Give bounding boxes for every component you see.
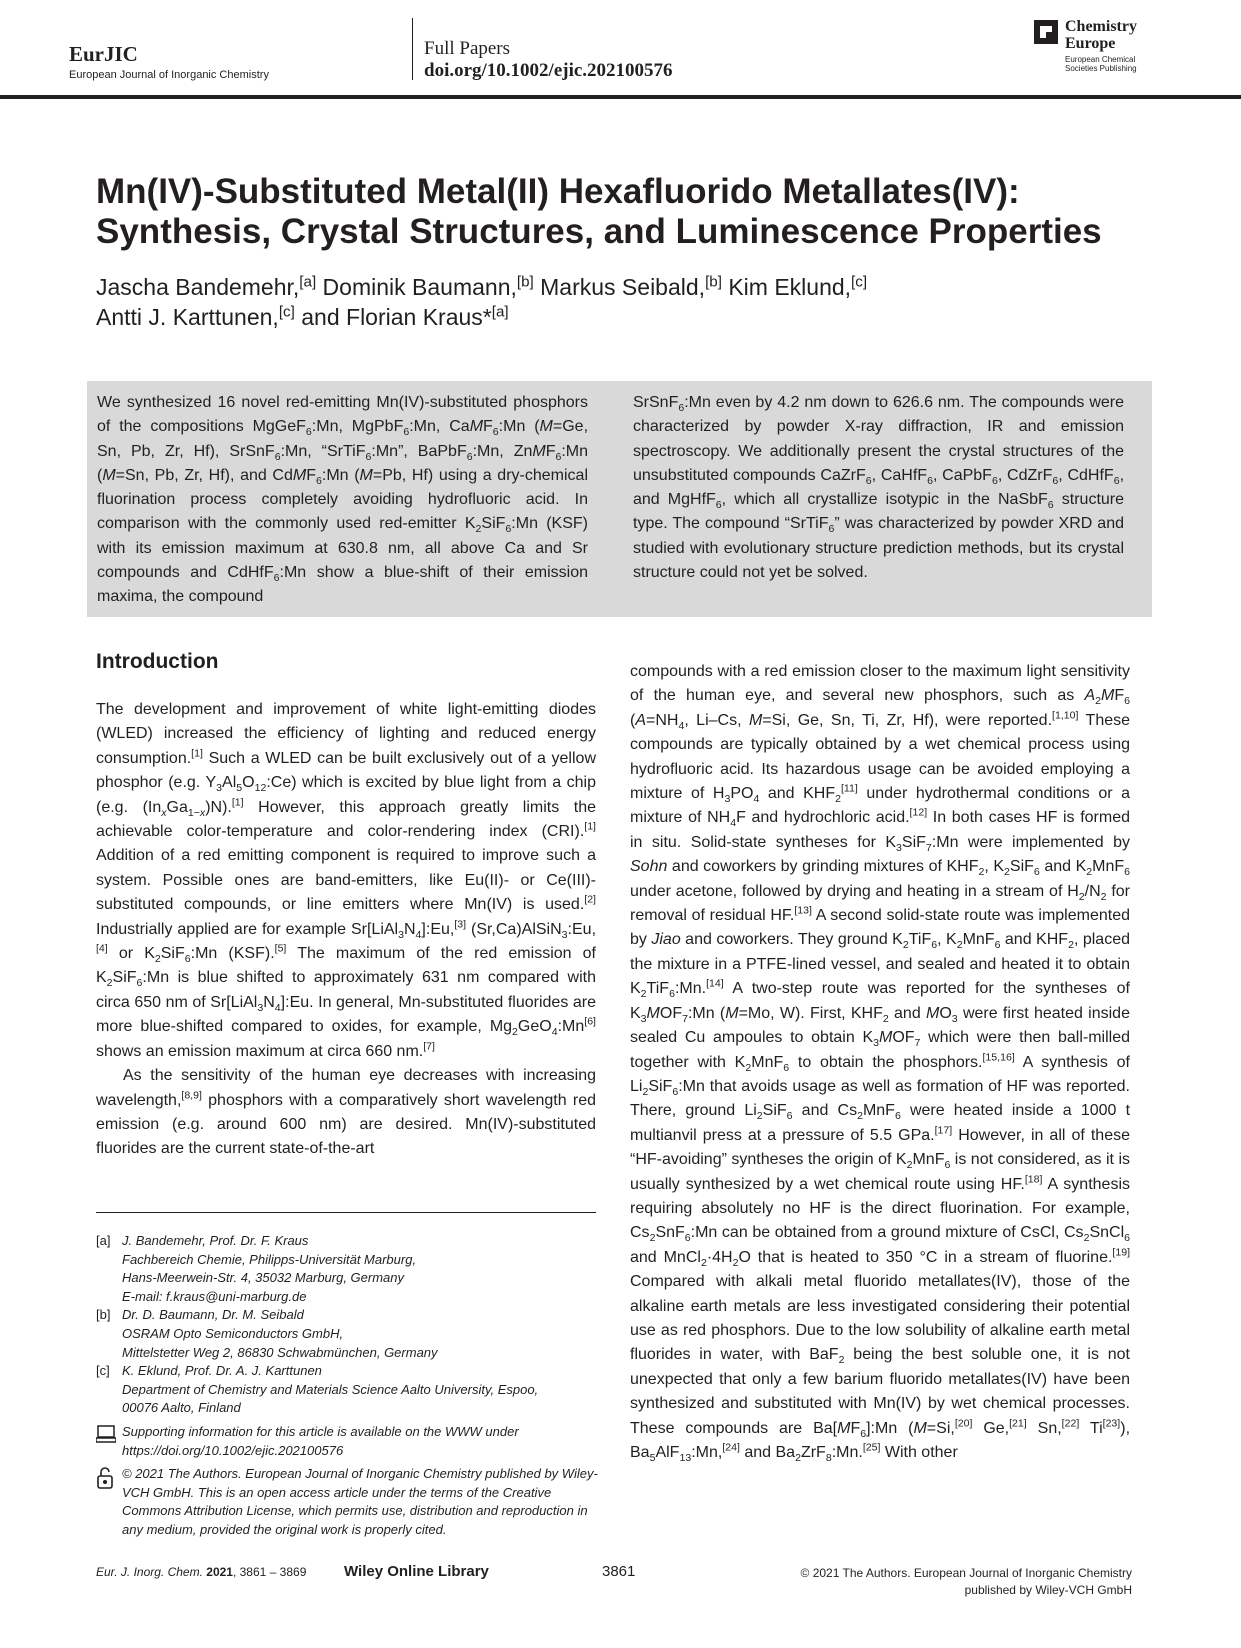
publisher-logo-icon <box>1034 20 1058 44</box>
body-right-column <box>630 660 1130 1465</box>
abstract-right-column: SrSnF$_6$:Mn even by 4.2 nm down to 626.6 nm. The compounds were characterized by powder X-ray diffraction, IR and emission spectroscopy. We additionally present the crystal structures of the unsubstituted compounds CaZrF$_6$, CaHfF$_6$, CaPbF$_6$, CdZrF$_6$, CdHfF$_6$, and MgHfF$_6$, which all crystallize isotypic in the NaSbF$_6$ structure type. The compound “SrTiF$_6$” was characterized by powder XRD and studied with evolutionary structure prediction methods, but its crystal structure could not yet be solved. <box>633 394 1125 582</box>
license-note: © 2021 The Authors. European Journal of Inorganic Chemistry published by Wiley-VCH GmbH. This is an open access article under the terms of the Creative Commons Attribution License, which permits use, distribution and reproduction in any medium, provided the original work is properly cited. <box>96 1465 606 1539</box>
page-footer <box>0 1565 1241 1605</box>
header-rule <box>0 95 1241 99</box>
abstract-left-column: We synthesized 16 novel red-emitting Mn(IV)-substituted phosphors of the compositions MgGeF$_6$:Mn, MgPbF$_6$:Mn, CaMF$_6$:Mn (M=Ge, Sn, Pb, Zr, Hf), SrSnF$_6$:Mn, “SrTiF$_6$:Mn”, BaPbF$_6$:Mn, ZnMF$_6$:Mn (M=Sn, Pb, Zr, Hf), and CdMF$_6$:Mn (M=Pb, Hf) using a dry-chemical fluorination process completely avoiding hydrofluoric acid. In comparison with the commonly used red-emitter $K_2SiF_6:Mn$ (KSF) with its emission maximum at 630.8 nm, all above Ca and Sr compounds and CdHfF$_6$:Mn show a blue-shift of their emission maxima, the compound <box>97 394 589 606</box>
journal-abbreviation: EurJIC <box>69 42 138 66</box>
citation: Eur. J. Inorg. Chem. 2021, 3861 – 3869 <box>96 1565 307 1579</box>
publisher-subtitle: European Chemical Societies Publishing <box>1065 55 1137 73</box>
abstract-box <box>87 381 1152 617</box>
footnote-rule <box>96 1212 596 1213</box>
paragraph: As the sensitivity of the human eye decreases with increasing wavelength,[8,9] phosphors with a comparatively short wavelength red emission (e.g. around 600 nm) are desired. Mn(IV)-substituted fluorides are the current state-of-the-art <box>96 1067 596 1158</box>
paragraph: The development and improvement of white light-emitting diodes (WLED) increased the efficiency of lighting and reduced energy consumption.[1] Such a WLED can be built exclusively out of a yellow phosphor (e.g. $Y_3Al_5O_{12}:Ce$) which is excited by blue light from a chip (e.g. $(In_xGa_{1-x})N).[1]$ However, this approach greatly limits the achievable color-temperature and color-rendering index (CRI).[1] Addition of a red emitting component is required to improve such a system. Possible ones are band-emitters, like Eu(II)- or Ce(III)-substituted compounds, or line emitters where Mn(IV) is used.[2] Industrially applied are for example $Sr[LiAl_3N_4]:Eu,[3]$ (Sr,Ca)AlSiN$_3$:Eu,[4] or $K_2SiF_6:Mn$ (KSF).[5] The maximum of the red emission of $K_2SiF_6:Mn$ is blue shifted to approximately 631 nm compared with circa 650 nm of $Sr[LiAl_3N_4]:Eu$. In general, Mn-substituted fluorides are more blue-shifted compared to oxides, for example, $Mg_2GeO_4:Mn[6]$ shows an emission maximum at circa 660 nm.[7] <box>96 701 597 1060</box>
doi-link[interactable]: doi.org/10.1002/ejic.202100576 <box>424 60 673 81</box>
author-list: Jascha Bandemehr,[a] Dominik Baumann,[b] Markus Seibald,[b] Kim Eklund,[c] Antti J. Karttunen,[c] and Florian Kraus*[a] <box>96 273 868 330</box>
supporting-info-note: Supporting information for this article is available on the WWW under https://doi.org/10.1002/ejic.202100576 <box>96 1423 606 1460</box>
wiley-online-library-link[interactable]: Wiley Online Library <box>344 1563 489 1580</box>
copyright: © 2021 The Authors. European Journal of Inorganic Chemistry published by Wiley-VCH GmbH <box>800 1566 1132 1597</box>
affiliation-b: [b] Dr. D. Baumann, Dr. M. Seibald OSRAM Opto Semiconductors GmbH, Mittelstetter Weg 2, 86830 Schwabmünchen, Germany <box>96 1307 438 1360</box>
section-heading: Introduction <box>96 650 219 673</box>
publisher-name: Chemistry Europe <box>1065 18 1137 52</box>
article-type: Full Papers <box>424 38 511 59</box>
footnotes <box>96 1232 606 1540</box>
page-number: 3861 <box>602 1563 636 1580</box>
article-type-block <box>424 38 673 82</box>
affiliation-a: [a] J. Bandemehr, Prof. Dr. F. Kraus Fachbereich Chemie, Philipps-Universität Marburg, Hans-Meerwein-Str. 4, 35032 Marburg, Germany E-mail: f.kraus@uni-marburg.de <box>96 1233 417 1304</box>
body-left-column <box>96 698 596 1162</box>
header-divider <box>412 18 413 80</box>
journal-header <box>69 42 269 81</box>
paragraph: compounds with a red emission closer to the maximum light sensitivity of the human eye, and several new phosphors, such as $A_2MF_6$ ($A=NH_4$, Li–Cs, M=Si, Ge, Sn, Ti, Zr, Hf), were reported.[1,10] These compounds are typically obtained by a wet chemical process using hydrofluoric acid. Its hazardous usage can be avoided employing a mixture of $H_3PO_4$ and $KHF_2[11]$ under hydrothermal conditions or a mixture of $NH_4F$ and hydrochloric acid.[12] In both cases HF is formed in situ. Solid-state syntheses for $K_3SiF_7:Mn$ were implemented by Sohn and coworkers by grinding mixtures of $KHF_2$, $K_2SiF_6$ and $K_2MnF_6$ under acetone, followed by drying and heating in a stream of $H_2/N_2$ for removal of residual HF.[13] A second solid-state route was implemented by Jiao and coworkers. They ground $K_2TiF_6$, $K_2MnF_6$ and $KHF_2$, placed the mixture in a PTFE-lined vessel, and sealed and heated it to obtain $K_2TiF_6:Mn.[14]$ A two-step route was reported for the syntheses of $K_3MOF_7:Mn$ (M=Mo, W). First, $KHF_2$ and $MO_3$ were first heated inside sealed Cu ampoules to obtain $K_3MOF_7$ which were then ball-milled together with $K_2MnF_6$ to obtain the phosphors.[15,16] A synthesis of $Li_2SiF_6:Mn$ that avoids usage as well as formation of HF was reported. There, ground $Li_2SiF_6$ and $Cs_2MnF_6$ were heated inside a 1000 t multianvil press at a pressure of 5.5 GPa.[17] However, in all of these “HF-avoiding” syntheses the origin of $K_2MnF_6$ is not considered, as it is usually synthesized by a wet chemical route using HF.[18] A synthesis requiring absolutely no HF is the direct fluorination. For example, $Cs_2SnF_6:Mn$ can be obtained from a ground mixture of CsCl, $Cs_2SnCl_6$ and $MnCl_2\cdot 4H_2O$ that is heated to 350 °C in a stream of fluorine.[19] Compared with alkali metal fluorido metallates(IV), those of the alkaline earth metals are less investigated considering their potential use as red phosphors. Due to the low solubility of alkaline earth metal fluorides in water, with BaF$_2$ being the best soluble one, it is not unexpected that only a few barium fluorido metallates(IV) have been synthesized and substituted with Mn(IV) by wet chemical processes. These compounds are $Ba[MF_6]:Mn$ (M=Si,[20] Ge,[21] Sn,[22] Ti[23]), $Ba_5AlF_{13}:Mn,[24]$ and $Ba_2ZrF_8:Mn.[25]$ With other <box>630 663 1131 1465</box>
article-title: Mn(IV)-Substituted Metal(II) Hexafluorido Metallates(IV): Synthesis, Crystal Structures, and Luminescence Properties <box>96 172 1102 251</box>
affiliation-c: [c] K. Eklund, Prof. Dr. A. J. Karttunen Department of Chemistry and Materials Science Aalto University, Espoo, 00076 Aalto, Finland <box>96 1363 539 1416</box>
computer-icon <box>96 1425 116 1443</box>
open-access-lock-icon <box>96 1467 114 1489</box>
journal-full-name: European Journal of Inorganic Chemistry <box>69 69 269 81</box>
